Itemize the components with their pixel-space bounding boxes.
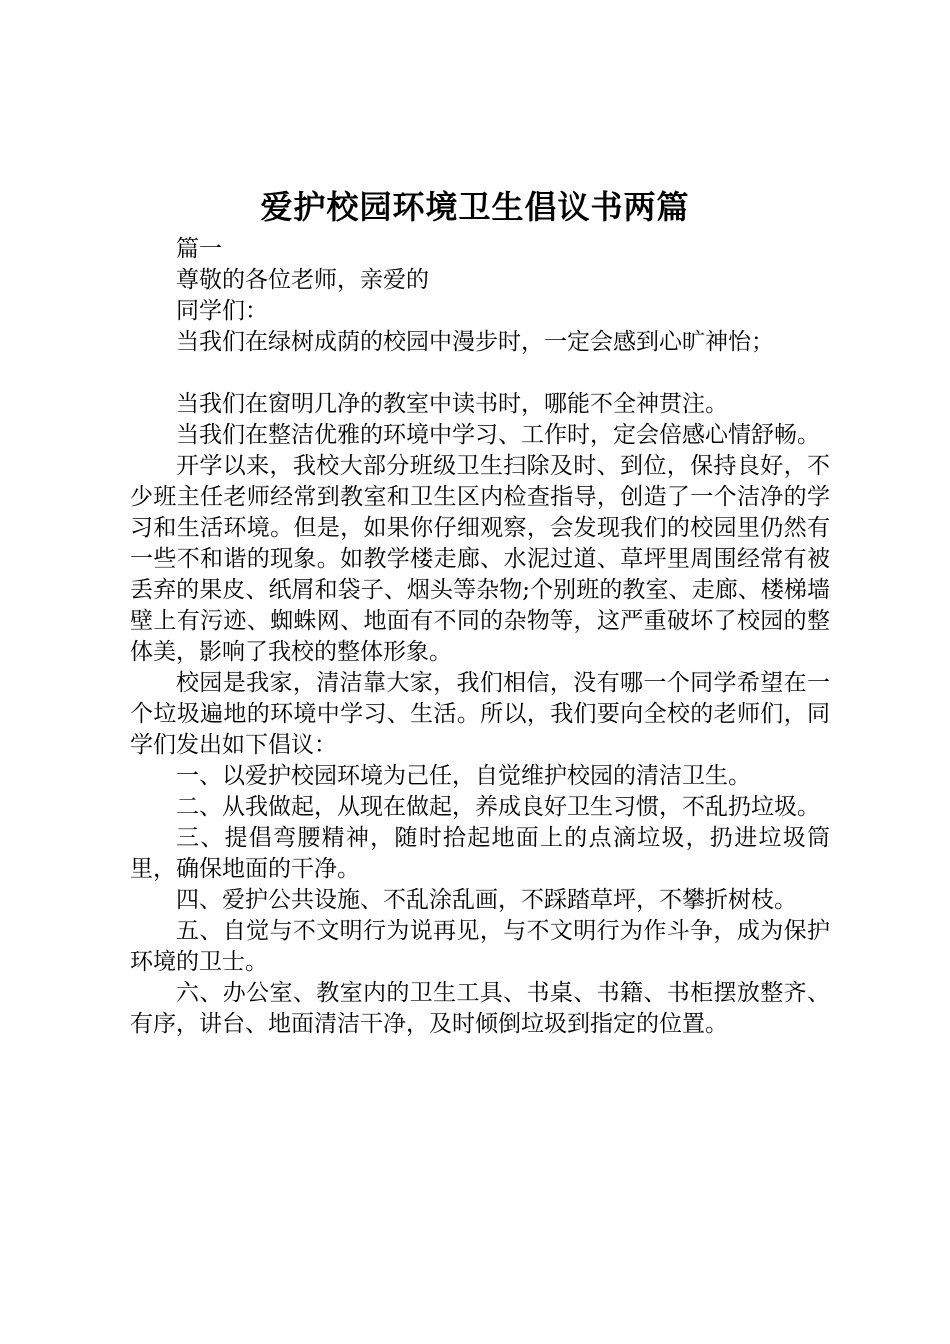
proposal-item: 五、自觉与不文明行为说再见，与不文明行为作斗争，成为保护环境的卫士。 <box>130 918 830 975</box>
salutation-line: 同学们： <box>176 298 268 324</box>
proposal-item: 三、提倡弯腰精神，随时拾起地面上的点滴垃圾，扔进垃圾筒里，确保地面的干净。 <box>130 825 830 882</box>
document-title: 爱护校园环境卫生倡议书两篇 <box>260 188 690 226</box>
proposal-item: 二、从我做起，从现在做起，养成良好卫生习惯，不乱扔垃圾。 <box>176 794 820 820</box>
salutation-line: 尊敬的各位老师，亲爱的 <box>176 267 429 293</box>
paragraph: 当我们在窗明几净的教室中读书时，哪能不全神贯注。 <box>176 391 728 417</box>
section-heading: 篇一 <box>176 236 222 262</box>
proposal-item: 一、以爱护校园环境为己任，自觉维护校园的清洁卫生。 <box>176 763 751 789</box>
proposal-item: 六、办公室、教室内的卫生工具、书桌、书籍、书柜摆放整齐、有序，讲台、地面清洁干净，及时倾倒垃圾到指定的位置。 <box>130 980 830 1037</box>
paragraph: 当我们在绿树成荫的校园中漫步时，一定会感到心旷神怡； <box>176 329 774 355</box>
proposal-item: 四、爱护公共设施、不乱涂乱画，不踩踏草坪，不攀折树枝。 <box>176 887 797 913</box>
paragraph: 开学以来，我校大部分班级卫生扫除及时、到位，保持良好，不少班主任老师经常到教室和卫生区内检查指导，创造了一个洁净的学习和生活环境。但是，如果你仔细观察，会发现我们的校园里仍然有一些不和谐的现象。如教学楼走廊、水泥过道、草坪里周围经常有被丢弃的果皮、纸屑和袋子、烟头等杂物;个别班的教室、走廊、楼梯墙壁上有污迹、蜘蛛网、地面有不同的杂物等，这严重破坏了校园的整体美，影响了我校的整体形象。 <box>130 453 830 665</box>
document-body <box>130 234 830 1040</box>
paragraph: 校园是我家，清洁靠大家，我们相信，没有哪一个同学希望在一个垃圾遍地的环境中学习、生活。所以，我们要向全校的老师们，同学们发出如下倡议： <box>130 670 830 758</box>
paragraph: 当我们在整洁优雅的环境中学习、工作时，定会倍感心情舒畅。 <box>176 422 820 448</box>
blank-line <box>130 358 830 389</box>
